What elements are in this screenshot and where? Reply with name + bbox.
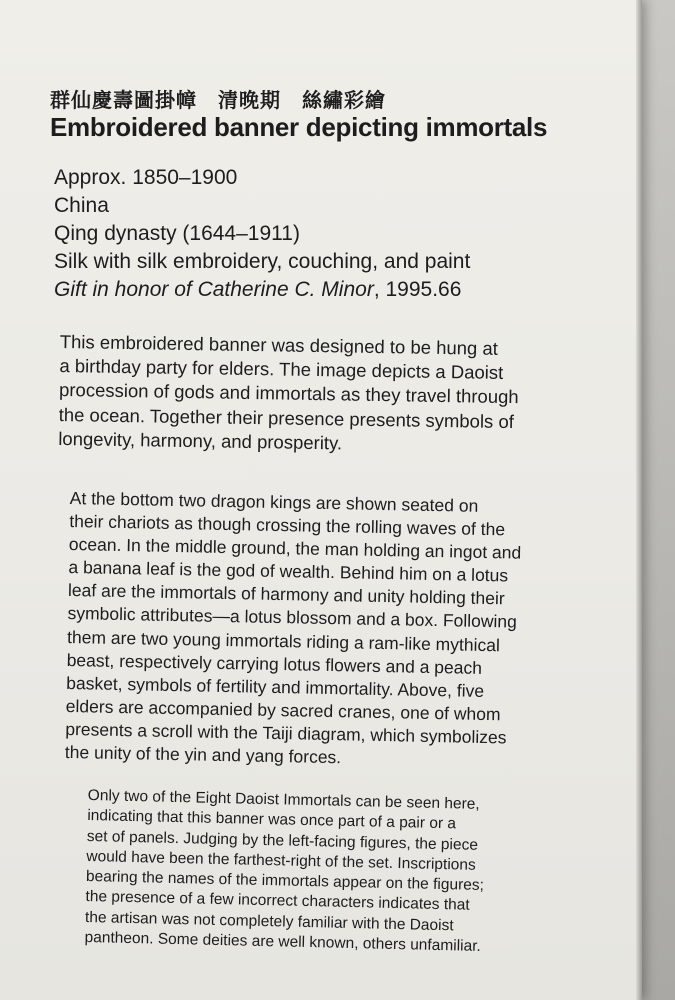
- paragraph-line: presents a scroll with the Taiji diagram, which symbolizes: [65, 718, 507, 748]
- chinese-title: 群仙慶壽圖掛幛 清晚期 絲繡彩繪: [50, 88, 386, 112]
- paragraph-line: symbolic attributes—a lotus blossom and a box. Following: [67, 603, 518, 633]
- credit-accession-number: , 1995.66: [373, 278, 462, 301]
- paragraph-line: a banana leaf is the god of wealth. Behind him on a lotus: [68, 557, 509, 586]
- paragraph-line: the unity of the yin and yang forces.: [64, 741, 342, 768]
- object-place: China: [54, 194, 109, 217]
- paragraph-line: set of panels. Judging by the left-facing figures, the piece: [86, 827, 479, 854]
- paragraph-line: the artisan was not completely familiar with the Daoist: [84, 908, 454, 935]
- object-dynasty: Qing dynasty (1644–1911): [54, 222, 300, 245]
- object-credit-line: [54, 276, 470, 304]
- paragraph-line: This embroidered banner was designed to be hung at: [59, 330, 499, 359]
- paragraph-line: ocean. In the middle ground, the man holding an ingot and: [68, 534, 522, 563]
- paragraph-line: a birthday party for elders. The image depicts a Daoist: [59, 355, 504, 384]
- paragraph-line: longevity, harmony, and prosperity.: [58, 427, 343, 454]
- paragraph-line: bearing the names of the immortals appear on the figures;: [85, 868, 485, 895]
- paragraph-description: [65, 487, 523, 773]
- object-details: [54, 164, 470, 304]
- object-date: Approx. 1850–1900: [54, 166, 238, 189]
- paragraph-line: them are two young immortals riding a ram-like mythical: [66, 626, 501, 655]
- paragraph-line: pantheon. Some deities are well known, others unfamiliar.: [84, 929, 481, 956]
- paragraph-inscriptions: [84, 786, 486, 957]
- paragraph-line: At the bottom two dragon kings are shown seated on: [69, 487, 479, 516]
- credit-gift-text: Gift in honor of Catherine C. Minor: [54, 278, 374, 301]
- paragraph-line: Only two of the Eight Daoist Immortals can be seen here,: [87, 786, 480, 813]
- paragraph-line: indicating that this banner was once part of a pair or a: [87, 807, 457, 833]
- english-title: Embroidered banner depicting immortals: [50, 112, 548, 142]
- paragraph-line: beast, respectively carrying lotus flowers and a peach: [66, 649, 483, 678]
- paragraph-purpose: [58, 330, 520, 458]
- paragraph-line: their chariots as though crossing the rolling waves of the: [69, 511, 506, 540]
- paragraph-line: the ocean. Together their presence presents symbols of: [58, 403, 515, 432]
- paragraph-line: procession of gods and immortals as they travel through: [58, 379, 519, 408]
- object-medium: Silk with silk embroidery, couching, and paint: [54, 250, 471, 273]
- paragraph-line: leaf are the immortals of harmony and unity holding their: [67, 580, 505, 609]
- paragraph-line: would have been the farthest-right of the set. Inscriptions: [86, 847, 476, 874]
- paragraph-line: basket, symbols of fertility and immortality. Above, five: [66, 672, 485, 701]
- paragraph-line: elders are accompanied by sacred cranes, one of whom: [65, 695, 501, 725]
- paragraph-line: the presence of a few incorrect characters indicates that: [85, 888, 470, 915]
